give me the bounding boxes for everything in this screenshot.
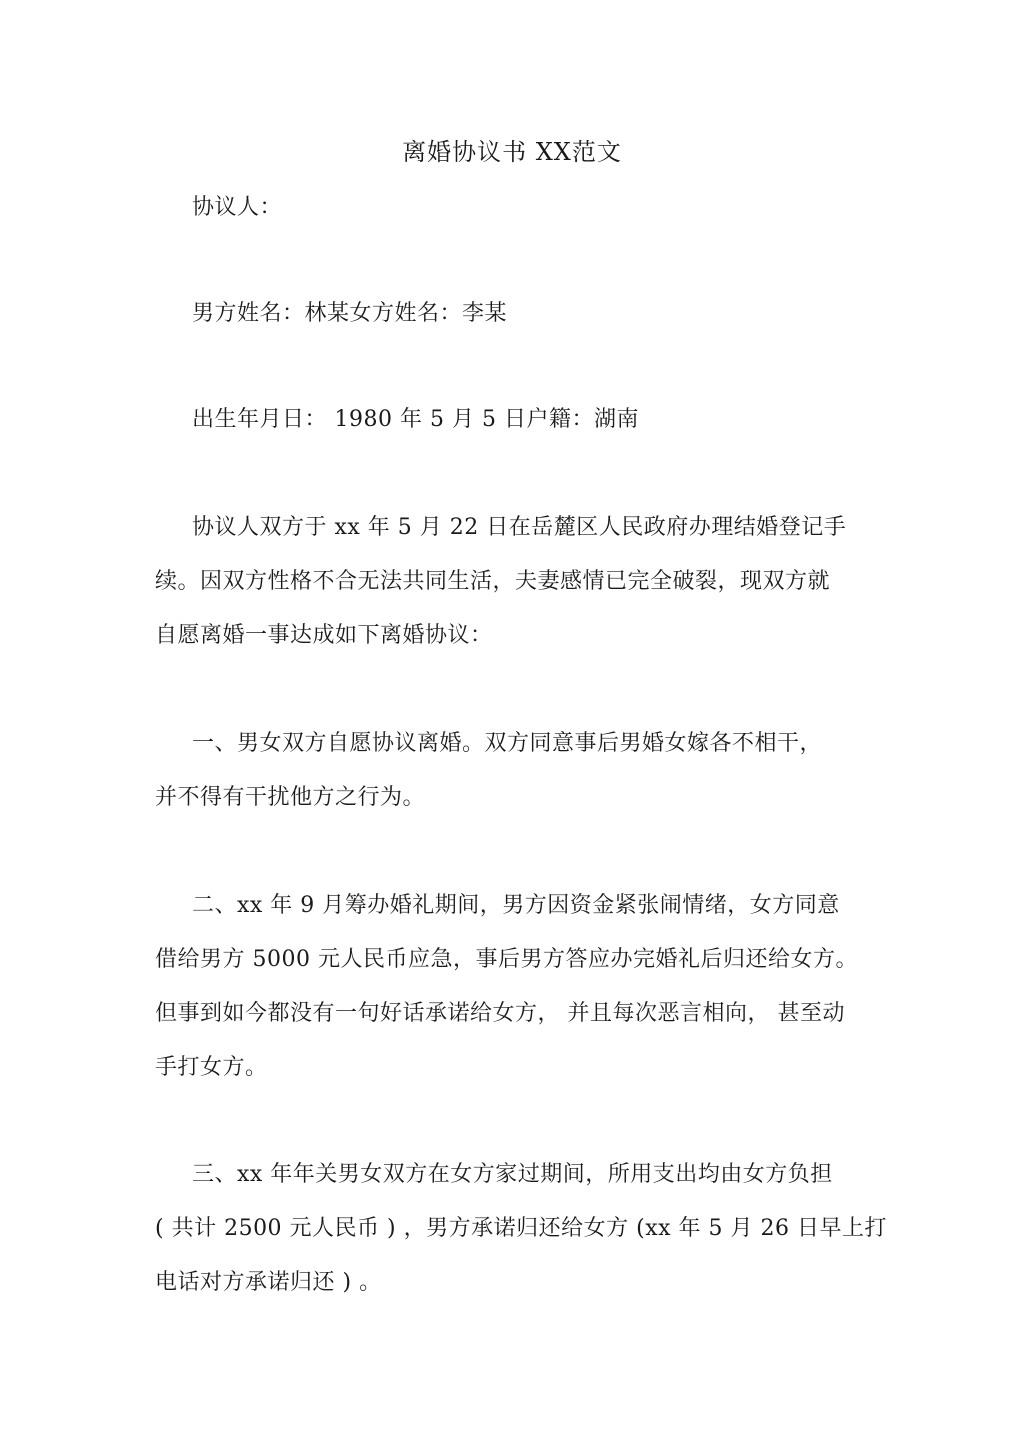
intro-line-1: 协议人双方于 xx 年 5 月 22 日在岳麓区人民政府办理结婚登记手 — [192, 515, 847, 540]
clause-1-line-2: 并不得有干扰他方之行为。 — [155, 785, 426, 810]
clause-3-line-1: 三、xx 年年关男女双方在女方家过期间，所用支出均由女方负担 — [192, 1162, 833, 1187]
clause-2-line-3: 但事到如今都没有一句好话承诺给女方， 并且每次恶言相向， 甚至动 — [155, 1001, 845, 1026]
document-title: 离婚协议书 XX范文 — [402, 138, 622, 166]
intro-line-3: 自愿离婚一事达成如下离婚协议： — [155, 623, 493, 648]
clause-3-line-2: ( 共计 2500 元人民币 ) ，男方承诺归还给女方 (xx 年 5 月 26 日早上打 — [155, 1216, 887, 1241]
clause-3-line-3: 电话对方承诺归还 ) 。 — [155, 1270, 382, 1295]
birth-line: 出生年月日： 1980 年 5 月 5 日户籍：湖南 — [192, 407, 639, 432]
intro-line-2: 续。因双方性格不合无法共同生活，夫妻感情已完全破裂，现双方就 — [155, 569, 831, 594]
parties-label: 协议人： — [192, 195, 283, 220]
clause-2-line-1: 二、xx 年 9 月筹办婚礼期间，男方因资金紧张闹情绪，女方同意 — [192, 893, 840, 918]
clause-2-line-4: 手打女方。 — [155, 1055, 268, 1080]
clause-1-line-1: 一、男女双方自愿协议离婚。双方同意事后男婚女嫁各不相干， — [192, 731, 823, 756]
names-line: 男方姓名：林某女方姓名：李某 — [192, 301, 508, 326]
clause-2-line-2: 借给男方 5000 元人民币应急，事后男方答应办完婚礼后归还给女方。 — [155, 947, 858, 972]
